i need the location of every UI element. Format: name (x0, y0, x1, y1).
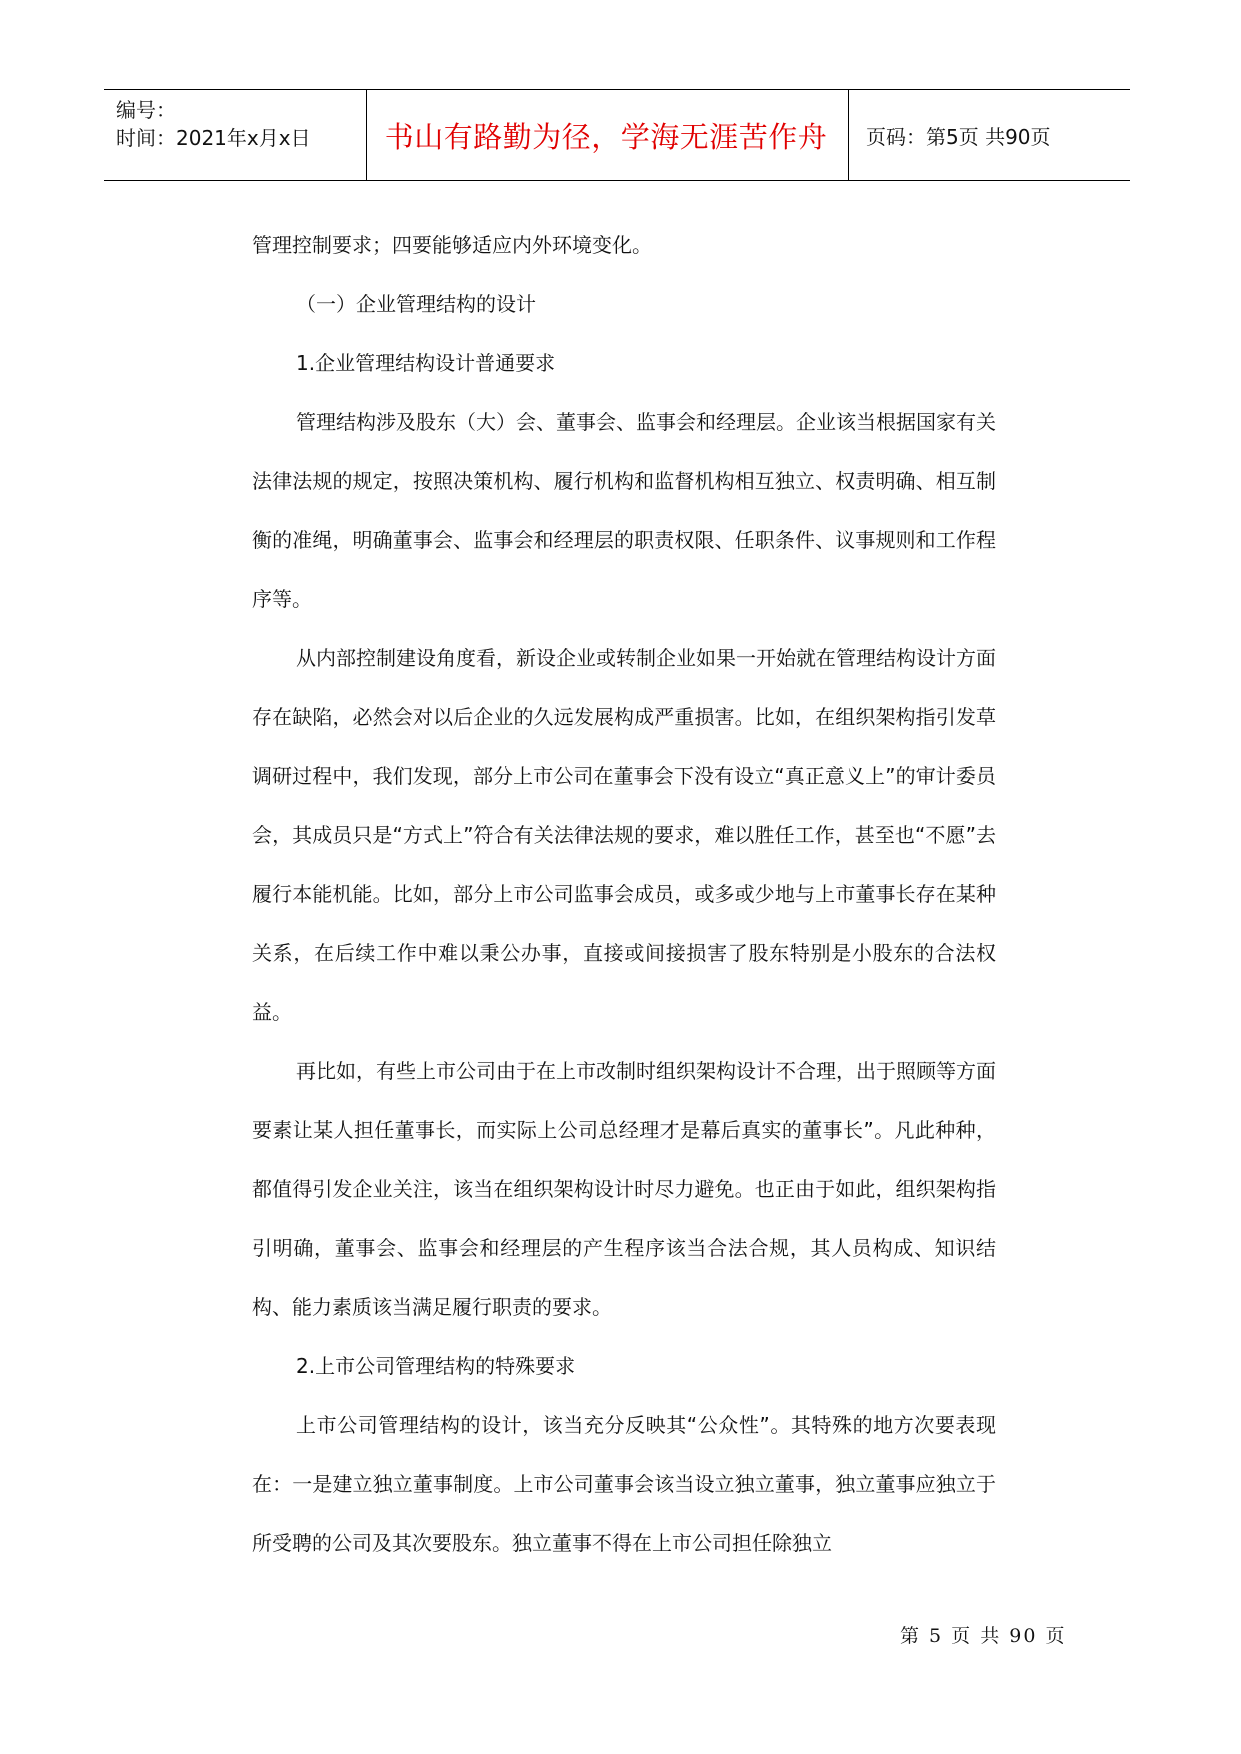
subsection-heading: 2.上市公司管理结构的特殊要求 (296, 1354, 576, 1378)
page-footer: 第 5 页 共 90 页 (900, 1625, 1067, 1647)
header-motto: 书山有路勤为径，学海无涯苦作舟 (384, 119, 828, 154)
section-heading: （一）企业管理结构的设计 (296, 292, 536, 316)
paragraph-continuation: 管理控制要求；四要能够适应内外环境变化。 (252, 233, 652, 257)
paragraph: 上市公司管理结构的设计，该当充分反映其“公众性”。其特殊的地方次要表现在：一是建立独立董事制度。上市公司董事会该当设立独立董事，独立董事应独立于所受聘的公司及其次要股东。独立董事不得在上市公司担任除独立 (252, 1413, 996, 1555)
subsection-heading: 1.企业管理结构设计普通要求 (296, 351, 556, 375)
page-header (104, 89, 1130, 181)
document-body (252, 216, 996, 1573)
paragraph: 从内部控制建设角度看，新设企业或转制企业如果一开始就在管理结构设计方面存在缺陷，必然会对以后企业的久远发展构成严重损害。比如，在组织架构指引发草调研过程中，我们发现，部分上市公司在董事会下没有设立“真正意义上”的审计委员会，其成员只是“方式上”符合有关法律法规的要求，难以胜任工作，甚至也“不愿”去履行本能机能。比如，部分上市公司监事会成员，或多或少地与上市董事长存在某种关系，在后续工作中难以秉公办事，直接或间接损害了股东特别是小股东的合法权益。 (252, 646, 996, 1024)
header-divider-right (848, 90, 849, 180)
header-page-info: 页码：第5页 共90页 (866, 124, 1051, 149)
paragraph: 管理结构涉及股东（大）会、董事会、监事会和经理层。企业该当根据国家有关法律法规的规定，按照决策机构、履行机构和监督机构相互独立、权责明确、相互制衡的准绳，明确董事会、监事会和经理层的职责权限、任职条件、议事规则和工作程序等。 (252, 410, 996, 611)
paragraph: 再比如，有些上市公司由于在上市改制时组织架构设计不合理，出于照顾等方面要素让某人担任董事长，而实际上公司总经理才是幕后真实的董事长”。凡此种种，都值得引发企业关注，该当在组织架构设计时尽力避免。也正由于如此，组织架构指引明确，董事会、监事会和经理层的产生程序该当合法合规，其人员构成、知识结构、能力素质该当满足履行职责的要求。 (252, 1059, 996, 1319)
number-label: 编号： (116, 98, 176, 122)
time-label: 时间：2021年x月x日 (116, 126, 311, 150)
header-meta (116, 96, 311, 152)
